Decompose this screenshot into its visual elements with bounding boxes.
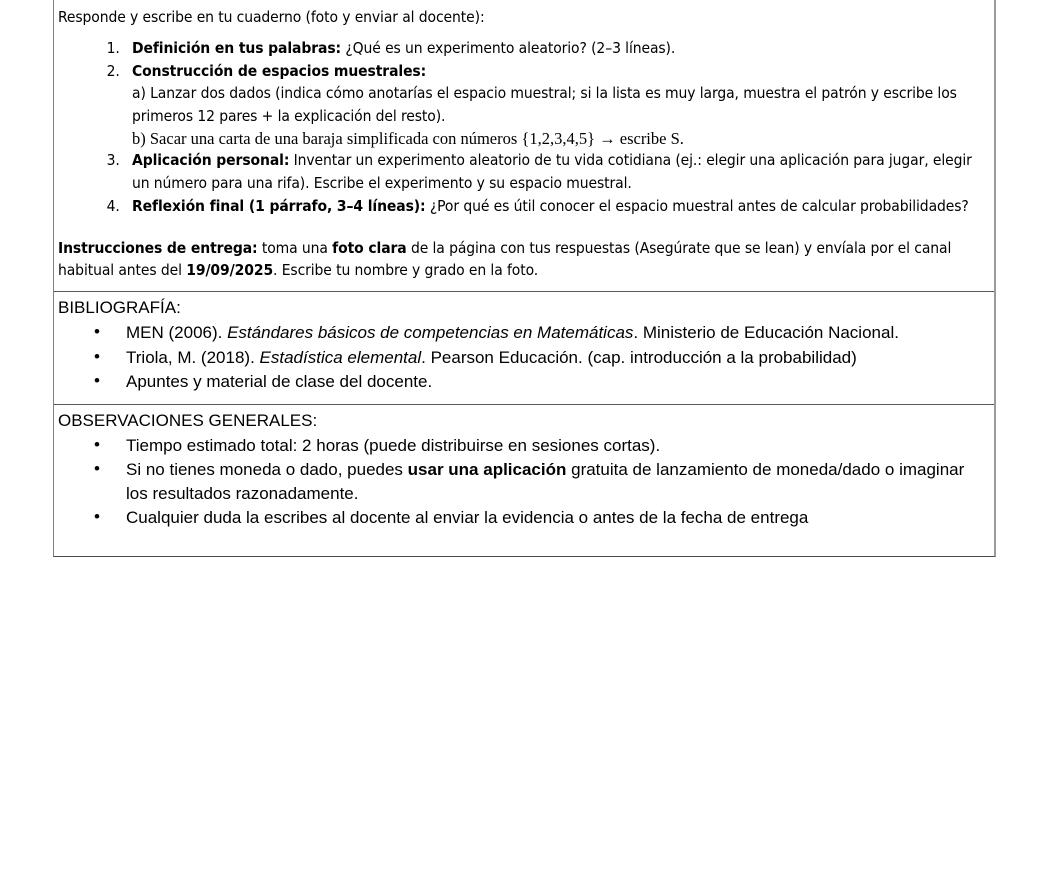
delivery-text-part2: de la página con tus respuestas (Asegúrate que se lean) y envíala por el canal habitual antes del xyxy=(58,238,952,280)
activity-list xyxy=(58,37,986,218)
observations-cell xyxy=(54,404,994,557)
bibliography-entry-1-title: Estándares básicos de competencias en Matemáticas xyxy=(227,323,634,343)
observations-entry-3-pre: Cualquier duda la escribes al docente al enviar la evidencia o antes de la fecha de entrega xyxy=(126,508,809,528)
delivery-text-part1: toma una xyxy=(257,238,333,257)
delivery-instructions xyxy=(58,237,986,283)
activity-item-3 xyxy=(124,149,986,195)
activity-item-2 xyxy=(124,60,986,150)
bibliography-entry-3-pre: Apuntes y material de clase del docente. xyxy=(126,371,433,391)
activity-item-3-text: Inventar un experimento aleatorio de tu vida cotidiana (ej.: elegir una aplicación para jugar, elegir un número para una rifa). Escribe el experimento y su espacio muestral. xyxy=(132,151,972,193)
observations-entry-2-bold: usar una aplicación xyxy=(407,460,567,479)
delivery-emphasis-photo: foto clara xyxy=(332,238,407,257)
observations-entry-2-post: gratuita de lanzamiento de moneda/dado o imaginar los resultados razonadamente. xyxy=(126,460,965,504)
activity-item-3-title: Aplicación personal: xyxy=(132,151,290,170)
activity-item-4 xyxy=(124,195,986,218)
observations-heading: OBSERVACIONES GENERALES: xyxy=(58,410,318,430)
activity-item-1 xyxy=(124,37,986,60)
bibliography-entry-1-pre: MEN (2006). xyxy=(126,323,228,343)
observations-list xyxy=(58,434,986,531)
bibliography-heading: BIBLIOGRAFÍA: xyxy=(58,298,181,318)
list-item xyxy=(126,506,986,530)
list-item xyxy=(126,370,986,394)
observations-entry-2-pre: Si no tienes moneda o dado, puedes xyxy=(126,460,408,479)
list-item xyxy=(126,321,986,345)
activity-item-4-title: Reflexión final (1 párrafo, 3–4 líneas): xyxy=(132,196,426,215)
delivery-text-part3: . Escribe tu nombre y grado en la foto. xyxy=(273,261,539,280)
delivery-due-date: 19/09/2025 xyxy=(186,261,274,280)
activity-item-2-sub-a: a) Lanzar dos dados (indica cómo anotarías el espacio muestral; si la lista es muy larga, muestra el patrón y escribe los primeros 12 pares + la explicación del resto). xyxy=(132,84,957,126)
bibliography-entry-1-post: . Ministerio de Educación Nacional. xyxy=(633,323,899,343)
activity-item-1-title: Definición en tus palabras: xyxy=(132,38,342,57)
bibliography-list xyxy=(58,321,986,393)
activity-item-2-title: Construcción de espacios muestrales: xyxy=(132,61,427,80)
bibliography-entry-2-pre: Triola, M. (2018). xyxy=(126,347,260,367)
delivery-label: Instrucciones de entrega: xyxy=(58,238,258,257)
activity-item-4-text: ¿Por qué es útil conocer el espacio muestral antes de calcular probabilidades? xyxy=(425,196,969,215)
list-item xyxy=(126,346,986,370)
bibliography-entry-2-title: Estadística elemental xyxy=(259,347,422,367)
activity-item-1-text: ¿Qué es un experimento aleatorio? (2–3 líneas). xyxy=(341,38,676,57)
bibliography-cell xyxy=(54,291,994,404)
list-item xyxy=(126,458,986,506)
bibliography-entry-2-post: . Pearson Educación. (cap. introducción a la probabilidad) xyxy=(421,347,857,367)
activity-lead-text: Responde y escribe en tu cuaderno (foto y enviar al docente): xyxy=(58,8,485,26)
list-item xyxy=(126,434,986,458)
observations-entry-1-pre: Tiempo estimado total: 2 horas (puede distribuirse en sesiones cortas). xyxy=(126,435,661,455)
content-table xyxy=(53,0,996,557)
activity-item-2-sub-b: b) Sacar una carta de una baraja simplificada con números {1,2,3,4,5} → escribe S. xyxy=(132,128,684,148)
activity-cell xyxy=(54,0,994,291)
